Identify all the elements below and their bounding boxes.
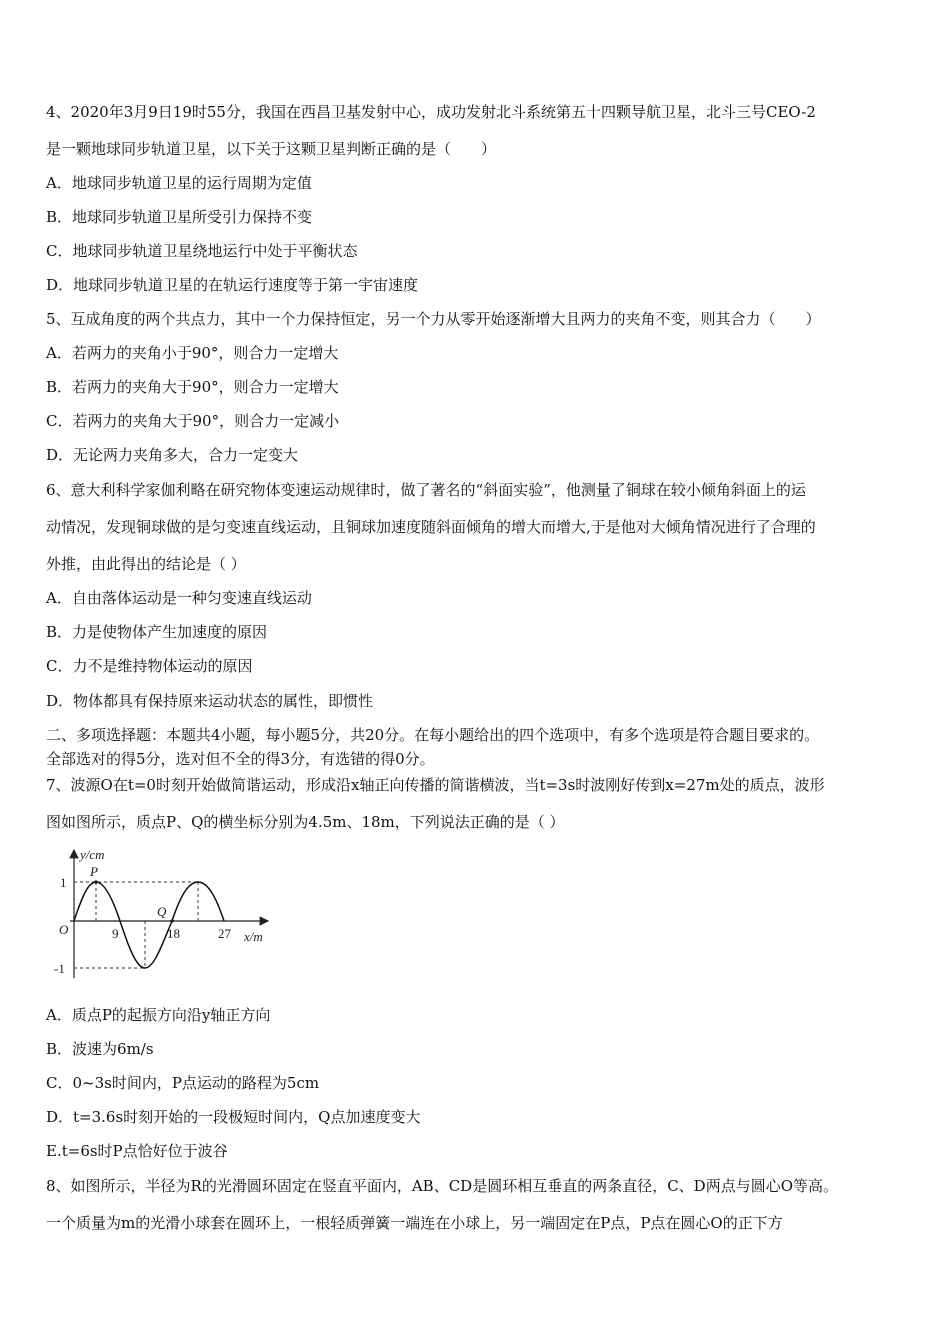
- q6-stem-line-2: 动情况，发现铜球做的是匀变速直线运动，且铜球加速度随斜面倾角的增大而增大,于是他对大倾角情况进行了合理的: [46, 518, 816, 536]
- q6-option-b: B．力是使物体产生加速度的原因: [46, 623, 268, 641]
- q6-option-c: C．力不是维持物体运动的原因: [46, 657, 253, 675]
- q5-option-b: B．若两力的夹角大于90°，则合力一定增大: [46, 378, 339, 396]
- section-2-line-1: 二、多项选择题：本题共4小题，每小题5分，共20分。在每小题给出的四个选项中，有多个选项是符合题目要求的。: [46, 726, 820, 744]
- section-2-line-2: 全部选对的得5分，选对但不全的得3分，有选错的得0分。: [46, 750, 435, 768]
- x-tick-27: 27: [218, 926, 231, 941]
- q4-option-a: A．地球同步轨道卫星的运行周期为定值: [46, 174, 312, 192]
- q7-option-b: B．波速为6m/s: [46, 1040, 154, 1058]
- q4-option-d: D．地球同步轨道卫星的在轨运行速度等于第一宇宙速度: [46, 276, 419, 294]
- point-q-label: Q: [157, 904, 167, 919]
- q8-stem-line-1: 8、如图所示，半径为R的光滑圆环固定在竖直平面内，AB、CD是圆环相互垂直的两条直径，C、D两点与圆心O等高。: [46, 1177, 839, 1195]
- point-p-marker: [94, 880, 97, 883]
- q5-stem: 5、互成角度的两个共点力，其中一个力保持恒定，另一个力从零开始逐渐增大且两力的夹角不变，则其合力（ ）: [46, 310, 821, 328]
- point-p-label: P: [90, 864, 98, 879]
- q7-option-c: C．0~3s时间内，P点运动的路程为5cm: [46, 1074, 320, 1092]
- x-tick-9: 9: [112, 926, 119, 941]
- point-q-marker: [170, 919, 173, 922]
- q5-option-d: D．无论两力夹角多大，合力一定变大: [46, 446, 299, 464]
- q8-stem-line-2: 一个质量为m的光滑小球套在圆环上，一根轻质弹簧一端连在小球上，另一端固定在P点，P点在圆心O的正下方: [46, 1214, 783, 1232]
- origin-label: O: [59, 922, 69, 937]
- q7-stem-line-2: 图如图所示，质点P、Q的横坐标分别为4.5m、18m，下列说法正确的是（ ）: [46, 813, 565, 831]
- q6-stem-line-1: 6、意大利科学家伽利略在研究物体变速运动规律时，做了著名的“斜面实验”，他测量了铜球在较小倾角斜面上的运: [46, 481, 806, 499]
- q5-option-a: A．若两力的夹角小于90°，则合力一定增大: [46, 344, 339, 362]
- q4-option-b: B．地球同步轨道卫星所受引力保持不变: [46, 208, 313, 226]
- x-axis-label: x/m: [244, 929, 263, 944]
- y-tick-1: 1: [60, 875, 67, 890]
- q6-stem-line-3: 外推，由此得出的结论是（ ）: [46, 555, 246, 573]
- q4-stem-line-2: 是一颗地球同步轨道卫星，以下关于这颗卫星判断正确的是（ ）: [46, 140, 497, 158]
- q7-option-a: A．质点P的起振方向沿y轴正方向: [46, 1006, 271, 1024]
- q4-option-c: C．地球同步轨道卫星绕地运行中处于平衡状态: [46, 242, 358, 260]
- x-tick-18: 18: [167, 926, 180, 941]
- q6-option-d: D．物体都具有保持原来运动状态的属性，即惯性: [46, 692, 374, 710]
- y-axis-label: y/cm: [80, 847, 105, 862]
- q6-option-a: A．自由落体运动是一种匀变速直线运动: [46, 589, 312, 607]
- q4-stem-line-1: 4、2020年3月9日19时55分，我国在西昌卫基发射中心，成功发射北斗系统第五十四颗导航卫星，北斗三号CEO-2: [46, 103, 816, 121]
- q7-option-e: E.t=6s时P点恰好位于波谷: [46, 1142, 228, 1160]
- y-tick-neg-1: -1: [54, 961, 65, 976]
- q7-stem-line-1: 7、波源O在t=0时刻开始做简谐运动，形成沿x轴正向传播的简谐横波，当t=3s时波刚好传到x=27m处的质点，波形: [46, 776, 825, 794]
- q7-option-d: D．t=3.6s时刻开始的一段极短时间内，Q点加速度变大: [46, 1108, 421, 1126]
- wave-figure: [44, 842, 284, 982]
- q5-option-c: C．若两力的夹角大于90°，则合力一定减小: [46, 412, 340, 430]
